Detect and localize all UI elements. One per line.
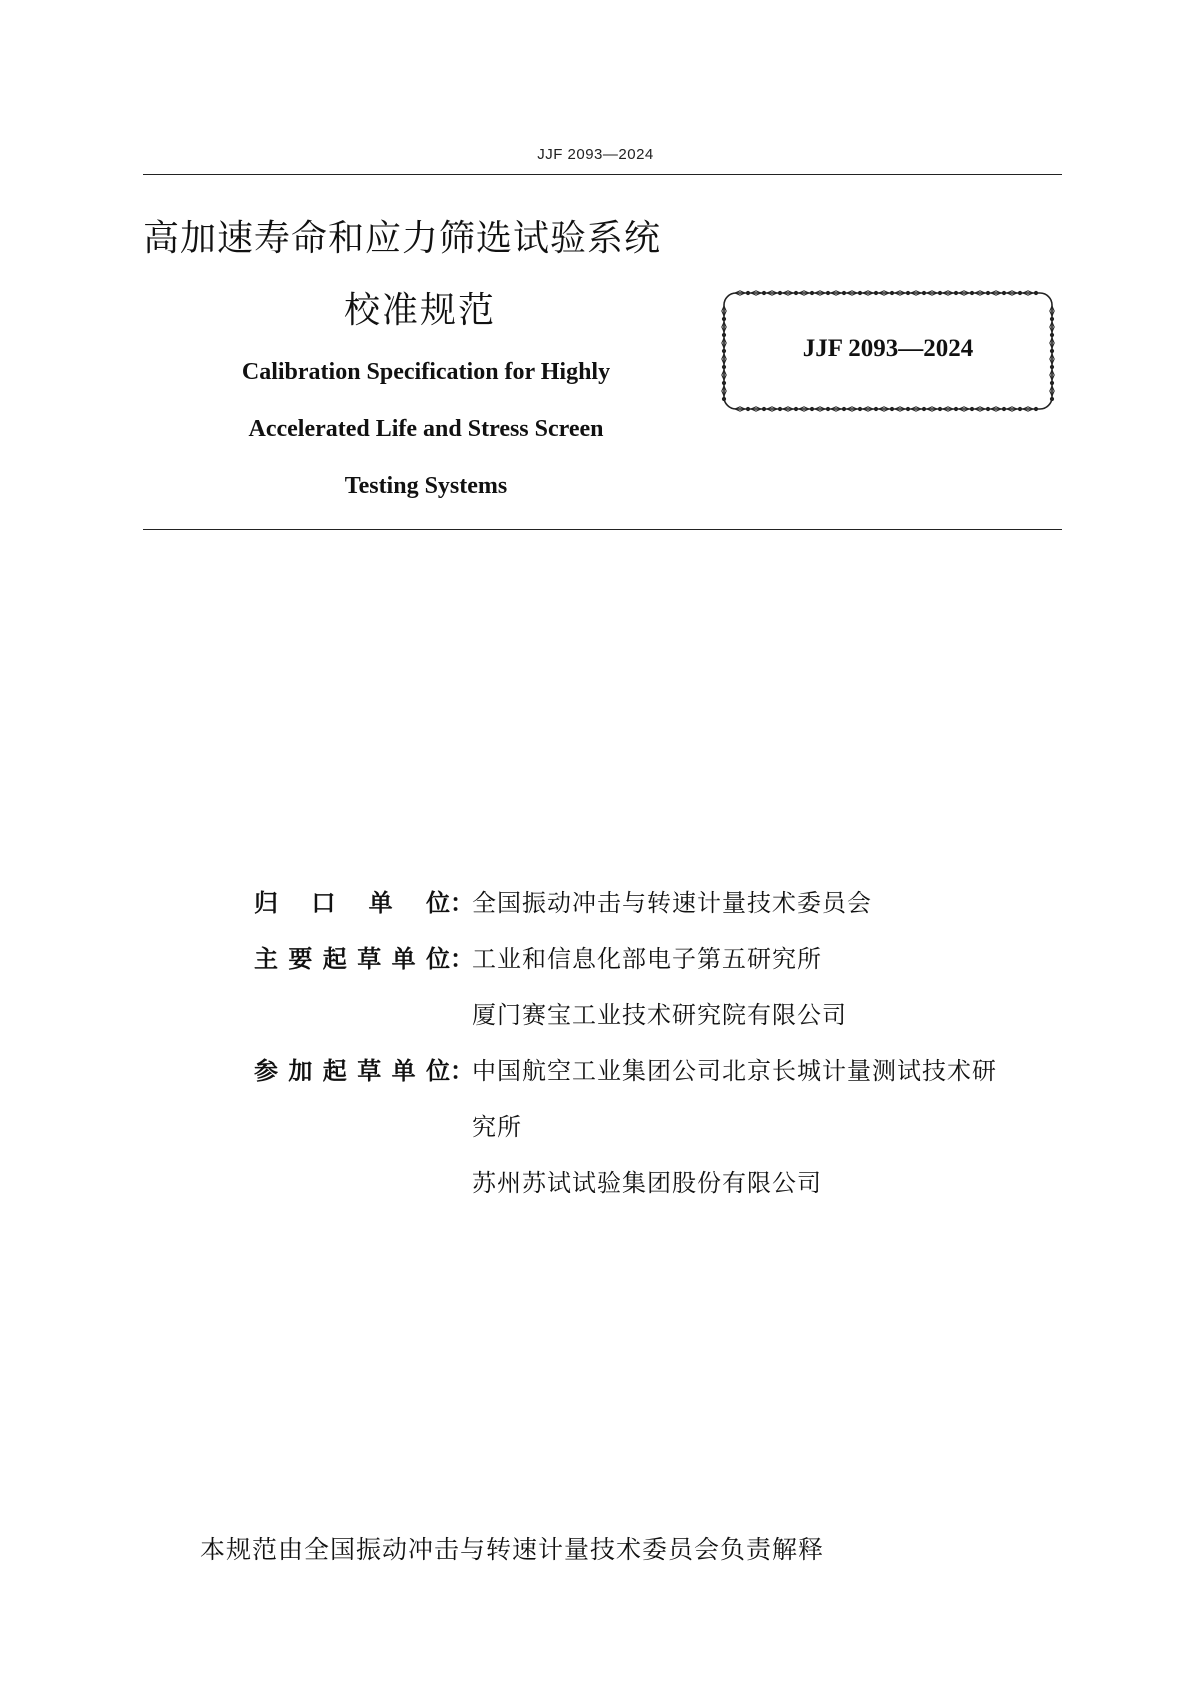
- ornament-dot: [1018, 407, 1021, 410]
- unit-label-main-drafters: 主要起草单位: [254, 945, 450, 973]
- ornament-dot: [890, 407, 893, 410]
- ornament-dot: [826, 291, 829, 294]
- ornament-dot: [722, 397, 725, 400]
- title-english-line-1: Calibration Specification for Highly: [241, 359, 611, 385]
- unit-value: 工业和信息化部电子第五研究所: [472, 945, 822, 973]
- interpretation-note: 本规范由全国振动冲击与转速计量技术委员会负责解释: [200, 1535, 825, 1564]
- ornament-dot: [810, 407, 813, 410]
- ornament-dot: [954, 407, 957, 410]
- ornament-dot: [1050, 317, 1053, 320]
- unit-row-main-drafters: [254, 931, 1072, 1043]
- unit-value: 苏州苏试试验集团股份有限公司: [472, 1169, 822, 1197]
- unit-values-main-drafters: [472, 931, 1072, 1043]
- unit-row-participating-drafters: [254, 1043, 1072, 1211]
- ornament-dot: [890, 291, 893, 294]
- ornament-dot: [1002, 407, 1005, 410]
- ornament-dot: [938, 291, 941, 294]
- ornament-dot: [722, 365, 725, 368]
- unit-label-responsible: 归口单位: [254, 889, 450, 917]
- ornament-dot: [938, 407, 941, 410]
- unit-colon: ：: [450, 945, 474, 973]
- ornament-dot: [1050, 365, 1053, 368]
- ornament-dot: [762, 291, 765, 294]
- ornament-dot: [1034, 407, 1037, 410]
- ornament-dot: [970, 407, 973, 410]
- ornament-dot: [906, 407, 909, 410]
- ornament-dot: [1050, 381, 1053, 384]
- drafting-units: [254, 875, 1072, 1211]
- unit-colon: ：: [450, 889, 474, 917]
- title-chinese-line-2: 校准规范: [344, 290, 497, 331]
- unit-values-participating-drafters: [472, 1043, 1072, 1211]
- ornament-dot: [810, 291, 813, 294]
- ornament-dot: [1050, 397, 1053, 400]
- ornament-dot: [986, 407, 989, 410]
- unit-row-responsible: [254, 875, 1072, 931]
- header-standard-code: JJF 2093—2024: [537, 146, 654, 163]
- ornament-dot: [1034, 291, 1037, 294]
- ornament-dot: [746, 407, 749, 410]
- ornament-dot: [874, 407, 877, 410]
- title-chinese-line-1: 高加速寿命和应力筛选试验系统: [143, 218, 662, 259]
- ornament-dot: [874, 291, 877, 294]
- unit-colon: ：: [450, 1057, 474, 1085]
- ornament-dot: [858, 291, 861, 294]
- ornament-dot: [1018, 291, 1021, 294]
- ornament-dot: [778, 407, 781, 410]
- ornament-dot: [842, 291, 845, 294]
- ornament-dot: [794, 407, 797, 410]
- ornament-dot: [722, 317, 725, 320]
- unit-value: 中国航空工业集团公司北京长城计量测试技术研: [472, 1057, 997, 1085]
- ornament-dot: [954, 291, 957, 294]
- ornament-dot: [746, 291, 749, 294]
- standard-code-label: JJF 2093—2024: [802, 335, 974, 362]
- unit-label-participating-drafters: 参加起草单位: [254, 1057, 450, 1085]
- ornament-dot: [762, 407, 765, 410]
- unit-value: 究所: [472, 1113, 522, 1141]
- ornament-dot: [986, 291, 989, 294]
- ornament-dot: [922, 291, 925, 294]
- standard-code-box: [718, 287, 1058, 415]
- ornament-dot: [922, 407, 925, 410]
- title-divider: [143, 529, 1062, 530]
- header-divider: [143, 174, 1062, 175]
- title-english-line-2: Accelerated Life and Stress Screen: [248, 416, 604, 442]
- title-english: [143, 344, 709, 515]
- ornament-dot: [858, 407, 861, 410]
- unit-value: 厦门赛宝工业技术研究院有限公司: [472, 1001, 847, 1029]
- ornament-dot: [842, 407, 845, 410]
- ornament-dot: [1002, 291, 1005, 294]
- ornament-dot: [970, 291, 973, 294]
- unit-values-responsible: [472, 875, 1072, 931]
- unit-value: 全国振动冲击与转速计量技术委员会: [472, 889, 872, 917]
- ornament-dot: [722, 381, 725, 384]
- ornament-dot: [778, 291, 781, 294]
- ornament-dot: [906, 291, 909, 294]
- title-english-line-3: Testing Systems: [344, 473, 508, 499]
- ornament-dot: [794, 291, 797, 294]
- ornament-dot: [826, 407, 829, 410]
